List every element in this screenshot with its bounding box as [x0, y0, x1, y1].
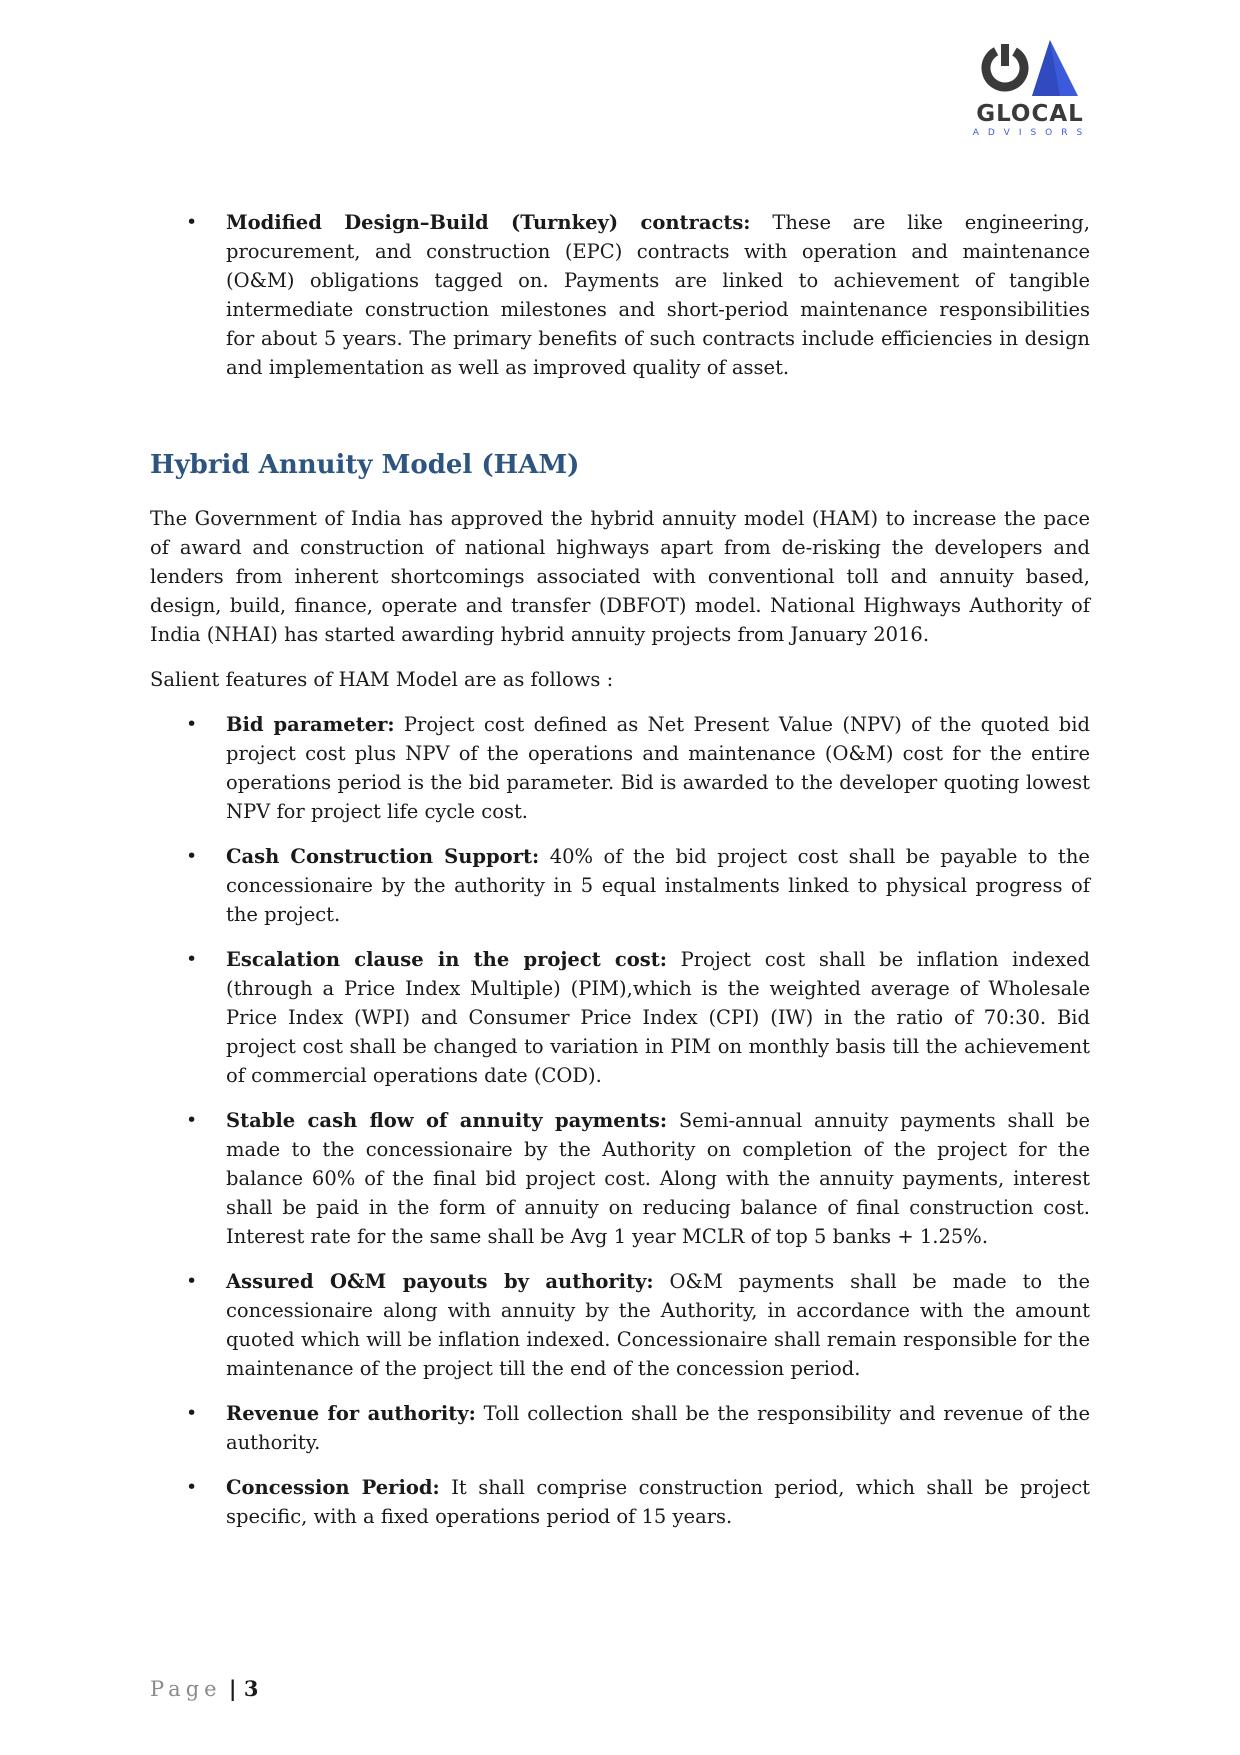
item-text: Project cost defined as Net Present Value (NPV) of the quoted bid project cost plus NPV of the operations and maintenance (O&M) cost for the entire operations period is the bid parameter. Bid is awarded to the developer quoting lowest NPV for project life cycle cost. [226, 713, 1090, 823]
bullet-icon: • [186, 1270, 198, 1292]
features-list [150, 710, 1090, 1531]
bullet-icon: • [186, 1402, 198, 1424]
list-item [150, 1106, 1090, 1251]
item-term: Modified Design–Build (Turnkey) contracts: [226, 211, 751, 234]
section-heading: Hybrid Annuity Model (HAM) [150, 450, 580, 480]
bullet-icon: • [186, 845, 198, 867]
bullet-icon: • [186, 1109, 198, 1131]
bullet-icon: • [186, 211, 198, 233]
item-text: Toll collection shall be the responsibility and revenue of the authority. [226, 1402, 1090, 1454]
item-text: Semi-annual annuity payments shall be made to the concessionaire by the Authority on completion of the project for the balance 60% of the final bid project cost. Along with the annuity payments, interest shall be paid in the form of annuity on reducing balance of final construction cost. Interest rate for the same shall be Avg 1 year MCLR of top 5 banks + 1.25%. [226, 1109, 1091, 1248]
item-term: Escalation clause in the project cost: [226, 948, 667, 971]
list-item [150, 842, 1090, 929]
list-item [150, 1267, 1090, 1383]
item-text: O&M payments shall be made to the concessionaire along with annuity by the Authority, in accordance with the amount quoted which will be inflation indexed. Concessionaire shall remain responsible for the maintenance of the project till the end of the concession period. [226, 1270, 1090, 1380]
bullet-icon: • [186, 1476, 198, 1498]
item-text: It shall comprise construction period, which shall be project specific, with a fixed operations period of 15 years. [226, 1476, 1090, 1528]
bullet-icon: • [186, 713, 198, 735]
item-term: Cash Construction Support: [226, 845, 540, 868]
item-term: Revenue for authority: [226, 1402, 476, 1425]
section-paragraph: The Government of India has approved the hybrid annuity model (HAM) to increase the pace of award and construction of national highways apart from de-risking the developers and lenders from inherent shortcomings associated with conventional toll and annuity based, design, build, finance, operate and transfer (DBFOT) model. National Highways Authority of India (NHAI) has started awarding hybrid annuity projects from January 2016. [150, 507, 1090, 646]
item-term: Concession Period: [226, 1476, 440, 1499]
logo-name: GLOCAL [976, 101, 1084, 127]
company-logo [970, 38, 1090, 138]
page-number: 3 [243, 1676, 259, 1701]
features-intro: Salient features of HAM Model are as follows : [150, 668, 614, 691]
list-item [150, 945, 1090, 1090]
item-term: Bid parameter: [226, 713, 395, 736]
list-item [150, 208, 1090, 382]
turnkey-list [150, 208, 1090, 382]
item-term: Stable cash flow of annuity payments: [226, 1109, 668, 1132]
item-text: These are like engineering, procurement, and construction (EPC) contracts with operation and maintenance (O&M) obligations tagged on. Payments are linked to achievement of tangible intermediate construction milestones and short-period maintenance responsibilities for about 5 years. The primary benefits of such contracts include efficiencies in design and implementation as well as improved quality of asset. [226, 211, 1090, 379]
glocal-logo-icon [980, 38, 1080, 98]
list-item [150, 710, 1090, 826]
page-label: Page [150, 1677, 222, 1701]
page-separator: | [221, 1676, 244, 1701]
item-text: 40% of the bid project cost shall be payable to the concessionaire by the authority in 5 equal instalments linked to physical progress of the project. [226, 845, 1090, 926]
document-body [150, 208, 1090, 1547]
bullet-icon: • [186, 948, 198, 970]
logo-subtitle: ADVISORS [972, 128, 1092, 138]
item-term: Assured O&M payouts by authority: [226, 1270, 654, 1293]
page-footer [150, 1676, 258, 1701]
item-text: Project cost shall be inflation indexed (through a Price Index Multiple) (PIM),which is the weighted average of Wholesale Price Index (WPI) and Consumer Price Index (CPI) (IW) in the ratio of 70:30. Bid project cost shall be changed to variation in PIM on monthly basis till the achievement of commercial operations date (COD). [226, 948, 1091, 1087]
list-item [150, 1399, 1090, 1457]
list-item [150, 1473, 1090, 1531]
